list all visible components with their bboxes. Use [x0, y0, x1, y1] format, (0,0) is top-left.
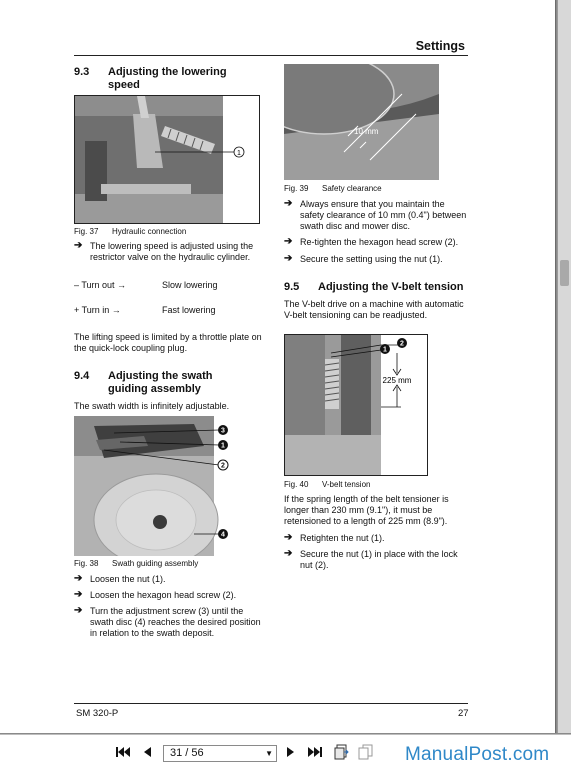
footer-page-number: 27: [458, 708, 469, 719]
fig40-dimension: 225 mm: [382, 376, 412, 385]
next-page-icon[interactable]: [286, 746, 295, 760]
step-retighten-screw: ➔ Re-tighten the hexagon head screw (2).: [284, 236, 459, 247]
figure-39-safety-clearance: [284, 64, 439, 180]
figure-37-caption: Fig. 37 Hydraulic connection: [74, 227, 187, 236]
last-page-icon[interactable]: [308, 746, 322, 760]
chevron-down-icon: ▼: [265, 749, 273, 758]
svg-text:2: 2: [221, 462, 225, 470]
arrow-icon: ➔: [284, 548, 293, 559]
svg-text:1: 1: [221, 442, 225, 450]
step-loosen-nut: ➔ Loosen the nut (1).: [74, 573, 166, 584]
vertical-scrollbar[interactable]: [557, 0, 571, 733]
arrow-icon: ➔: [74, 240, 83, 251]
arrow-icon: ➔: [74, 605, 83, 616]
figure-37-hydraulic-connection: [74, 95, 260, 224]
step-secure-lock-nut: ➔ Secure the nut (1) in place with the lock nut (2).: [284, 548, 458, 570]
scrollbar-thumb[interactable]: [560, 260, 569, 286]
lifting-speed-note: The lifting speed is limited by a throttle plate on the quick-lock coupling plug.: [74, 332, 262, 353]
viewer-toolbar: [0, 734, 571, 767]
svg-text:2: 2: [400, 340, 404, 348]
first-page-icon[interactable]: [116, 746, 130, 760]
fig39-dimension: 10 mm: [354, 127, 379, 136]
footer-document-code: SM 320-P: [76, 708, 119, 719]
arrow-icon: ➔: [284, 198, 293, 209]
figure-39-caption: Fig. 39 Safety clearance: [284, 184, 382, 193]
arrow-icon: ➔: [284, 253, 293, 264]
header-rule: [74, 55, 468, 56]
two-page-view-icon[interactable]: [358, 744, 374, 762]
step-loosen-screw: ➔ Loosen the hexagon head screw (2).: [74, 589, 237, 600]
arrow-icon: ➔: [74, 573, 83, 584]
previous-page-icon[interactable]: [143, 746, 152, 760]
step-maintain-clearance: ➔ Always ensure that you maintain the safety clearance of 10 mm (0.4") between swath disc and mower disc.: [284, 198, 467, 231]
arrow-icon: ➔: [74, 589, 83, 600]
arrow-icon: ➔: [284, 532, 293, 543]
section-9-5-heading: 9.5 Adjusting the V-belt tension: [284, 281, 464, 293]
figure-40-caption: Fig. 40 V-belt tension: [284, 480, 371, 489]
page-number-select[interactable]: 31 / 56 ▼: [163, 745, 277, 762]
brand-watermark: ManualPost.com: [405, 744, 550, 765]
section-9-3-heading: 9.3 Adjusting the lowering speed: [74, 66, 227, 91]
fig37-callout-1: 1: [237, 150, 241, 157]
figure-40-vbelt-tension: [284, 334, 428, 476]
page-header-title: Settings: [415, 39, 465, 53]
figure-38-caption: Fig. 38 Swath guiding assembly: [74, 559, 199, 568]
vbelt-drive-note: The V-belt drive on a machine with automatic V-belt tensioning can be readjusted.: [284, 299, 464, 320]
turn-in-result: Fast lowering: [162, 305, 216, 315]
svg-text:4: 4: [221, 531, 225, 539]
svg-text:3: 3: [221, 427, 225, 435]
section-9-4-heading: 9.4 Adjusting the swath guiding assembly: [74, 370, 213, 395]
arrow-icon: ➔: [284, 236, 293, 247]
footer-rule: [74, 703, 468, 704]
step-retighten-nut: ➔ Retighten the nut (1).: [284, 532, 385, 543]
step-secure-setting: ➔ Secure the setting using the nut (1).: [284, 253, 443, 264]
spring-length-note: If the spring length of the belt tensioner is longer than 230 mm (9.1"), it must be retensioned to a length of 225 mm (8.9").: [284, 494, 449, 526]
step-lowering-speed: ➔ The lowering speed is adjusted using the restrictor valve on the hydraulic cylinder.: [74, 240, 254, 262]
svg-text:1: 1: [383, 346, 387, 354]
figure-38-swath-guiding-assembly: [74, 416, 236, 556]
step-turn-adjustment-screw: ➔ Turn the adjustment screw (3) until the swath disc (4) reaches the desired position in relation to the swath deposit.: [74, 605, 261, 638]
single-page-view-icon[interactable]: [334, 744, 350, 762]
turn-out-result: Slow lowering: [162, 280, 218, 290]
turn-out-label: – Turn out →: [74, 280, 127, 290]
turn-in-label: + Turn in →: [74, 305, 121, 315]
swath-width-note: The swath width is infinitely adjustable.: [74, 401, 230, 411]
